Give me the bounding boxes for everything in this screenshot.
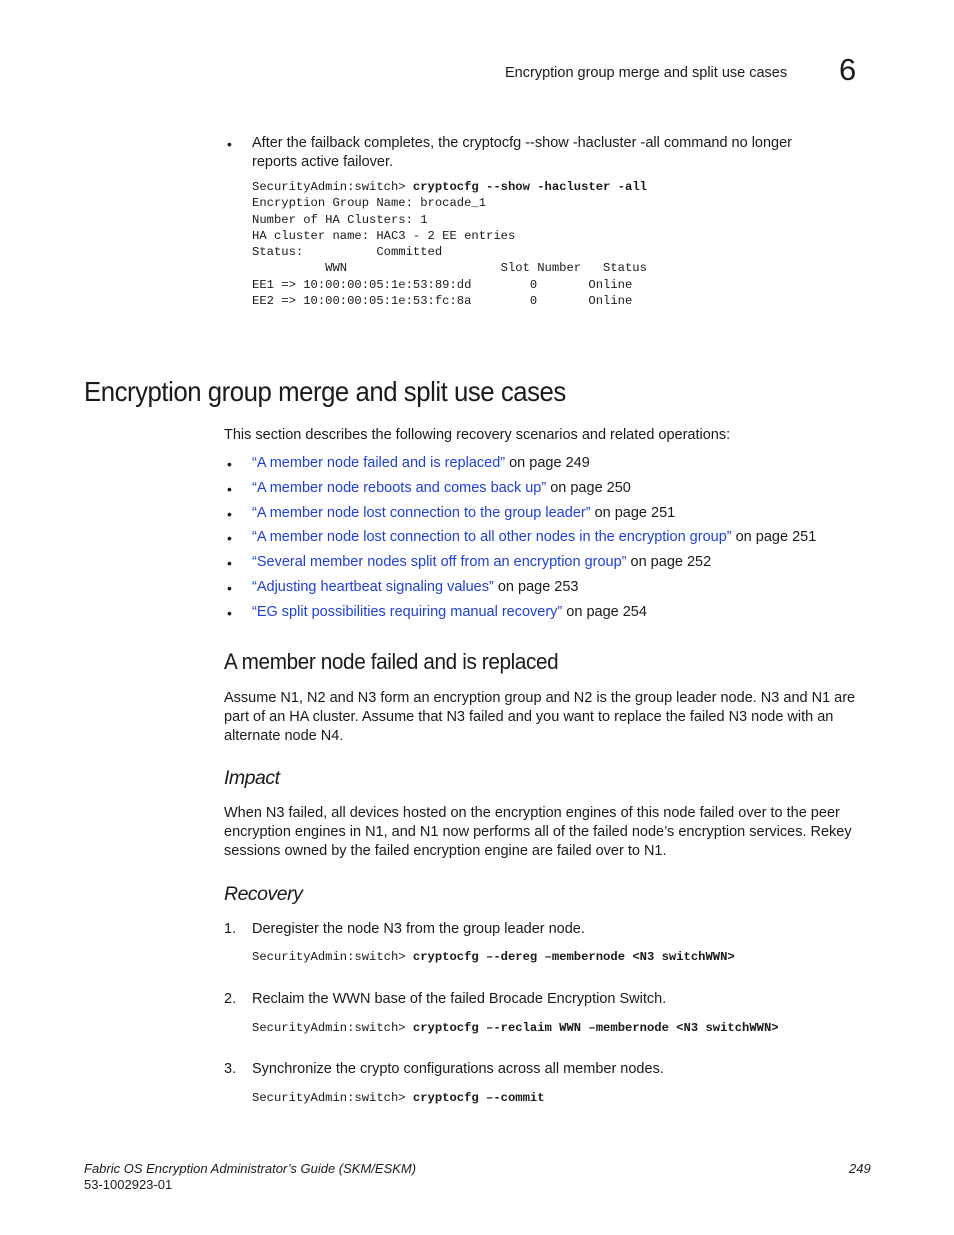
code-prompt: SecurityAdmin:switch> [252,180,413,194]
step-number: 3. [224,1061,237,1077]
bullet-icon: • [227,604,232,621]
step-number: 1. [224,921,237,937]
bullet-icon: • [227,555,232,572]
xref-link[interactable]: “A member node lost connection to all other nodes in the encryption group” [252,529,732,546]
step-code [252,949,735,965]
impact-heading: Impact [224,767,280,789]
code-output-line: Number of HA Clusters: 1 [252,212,428,227]
failback-note-prefix: After the failback completes, the [252,135,463,151]
cmd-show: show [534,135,569,151]
footer-doc-title: Fabric OS Encryption Administrator’s Guide (SKM/ESKM) [84,1161,417,1176]
code-output-line: EE2 => 10:00:00:05:1e:53:fc:8a 0 Online [252,294,633,309]
code-output-line: HA cluster name: HAC3 - 2 EE entries [252,228,516,243]
chapter-number: 6 [839,52,857,87]
code-output-line: Encryption Group Name: brocade_1 [252,196,487,211]
code-output-line: Status: Committed [252,245,443,260]
bullet-icon: • [227,480,232,497]
bullet-icon: • [227,579,232,596]
code-output-line: EE1 => 10:00:00:05:1e:53:89:dd 0 Online [252,277,633,292]
paragraph-line: When N3 failed, all devices hosted on the encryption engines of this node failed over to the peer [224,805,840,821]
subsection-heading: A member node failed and is replaced [224,649,559,674]
page-ref: on page 251 [731,529,817,546]
cmd-name: cryptocfg [462,135,522,151]
bullet-icon: • [227,505,232,522]
footer-doc-number: 53-1002923-01 [84,1177,173,1192]
code-prompt: SecurityAdmin:switch> [252,950,413,964]
step-number: 2. [224,991,237,1007]
bullet-icon: • [227,136,232,152]
xref-link[interactable]: “A member node reboots and comes back up” [252,479,547,496]
paragraph-line: Assume N1, N2 and N3 form an encryption group and N2 is the group leader node. N3 and N1 are [224,690,856,706]
code-command: cryptocfg –-reclaim WWN –membernode <N3 switchWWN> [412,1021,779,1035]
code-prompt: SecurityAdmin:switch> [252,1021,413,1035]
cmd-dashes: - [636,135,646,151]
xref-link[interactable]: “A member node lost connection to the group leader” [252,504,591,521]
recovery-heading: Recovery [224,883,303,905]
footer-page-number: 249 [849,1161,871,1176]
page-ref: on page 249 [505,455,590,471]
code-prompt: SecurityAdmin:switch> [252,1091,413,1105]
xref-link[interactable]: “EG split possibilities requiring manual recovery” [252,603,563,620]
step-text: Synchronize the crypto configurations across all member nodes. [252,1061,664,1077]
bullet-icon: • [227,530,232,547]
step-text: Reclaim the WWN base of the failed Brocade Encryption Switch. [252,991,667,1007]
paragraph-line: part of an HA cluster. Assume that N3 failed and you want to replace the failed N3 node with an [224,709,834,725]
cmd-all: all [645,135,660,151]
cmd-dashes: - [568,135,578,151]
cmd-dashes: -- [521,135,535,151]
page-ref: on page 252 [626,554,712,571]
failback-note-suffix: command no longer [659,135,793,151]
impact-paragraph [224,804,852,861]
step-code [252,1020,779,1036]
bullet-icon: • [227,456,232,472]
code-output-line: WWN Slot Number Status [252,261,647,276]
failback-note [252,134,872,172]
page-ref: on page 253 [493,578,579,595]
paragraph-line: encryption engines in N1, and N1 now performs all of the failed node’s encryption services. Rekey [224,824,852,840]
xref-link[interactable]: “A member node failed and is replaced” [252,455,506,471]
page-ref: on page 254 [562,603,647,620]
xref-link[interactable]: “Several member nodes split off from an encryption group” [252,554,627,571]
code-block-hacluster [252,179,647,309]
running-header-title: Encryption group merge and split use cases [505,65,788,81]
section-heading: Encryption group merge and split use cases [84,376,566,407]
cmd-hacluster: hacluster [577,135,637,151]
code-command: cryptocfg --show -hacluster -all [412,180,647,194]
paragraph-line: sessions owned by the failed encryption engine are failed over to N1. [224,843,667,859]
step-text: Deregister the node N3 from the group leader node. [252,921,585,937]
page-ref: on page 251 [590,504,676,521]
page-ref: on page 250 [546,479,631,496]
xref-link[interactable]: “Adjusting heartbeat signaling values” [252,578,494,595]
paragraph-line: alternate node N4. [224,728,344,744]
step-code [252,1090,545,1106]
code-command: cryptocfg –-commit [412,1091,545,1105]
failback-note-line2: reports active failover. [252,154,394,170]
code-command: cryptocfg –-dereg –membernode <N3 switchWWN> [412,950,735,964]
subsection-paragraph [224,689,855,746]
intro-text: This section describes the following recovery scenarios and related operations: [224,427,731,443]
